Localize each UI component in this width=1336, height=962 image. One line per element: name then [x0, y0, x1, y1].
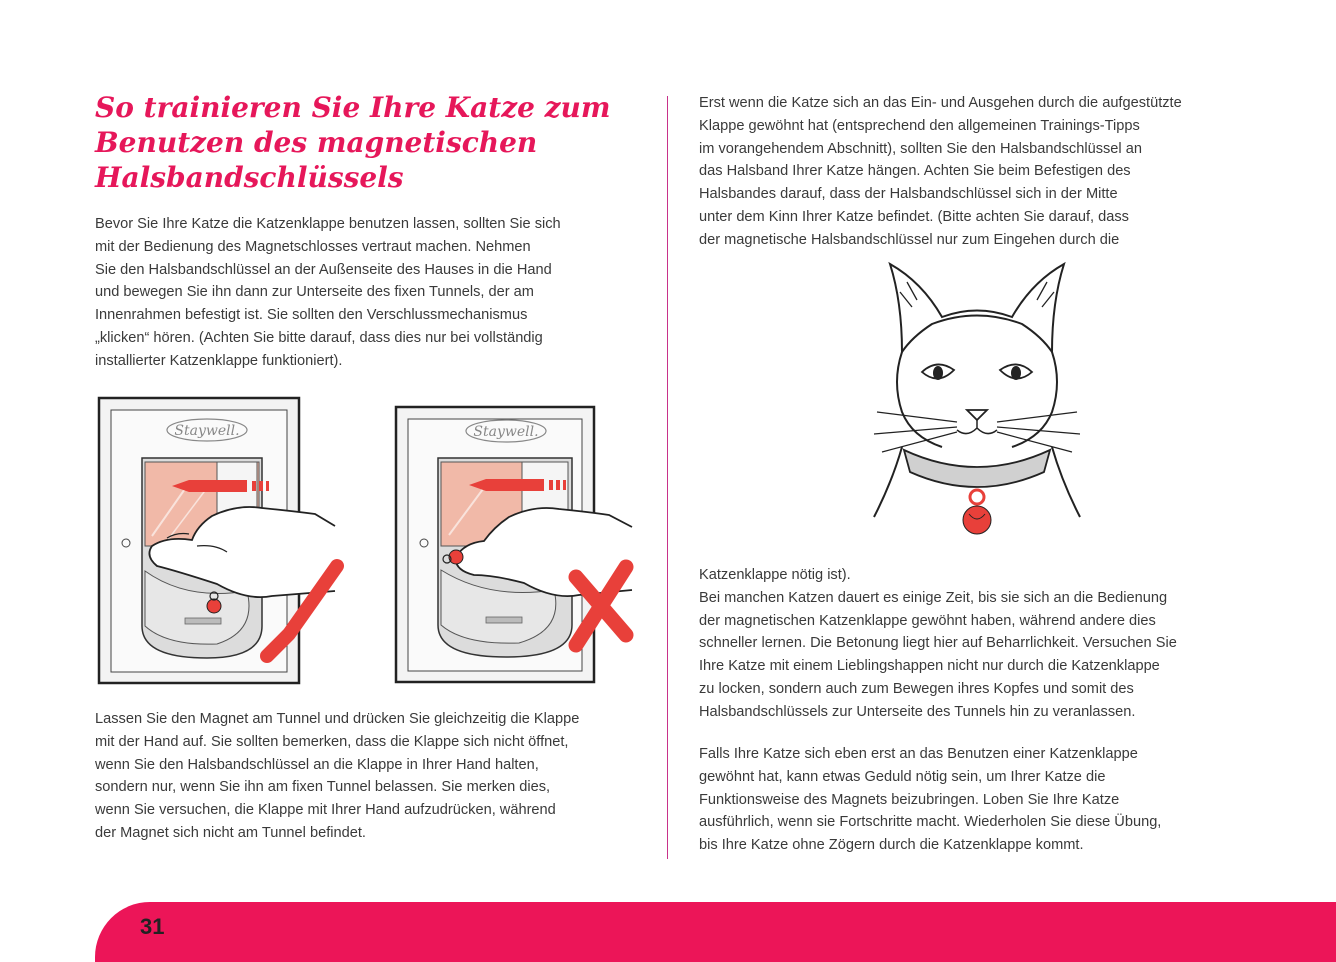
text-line: Innenrahmen befestigt ist. Sie sollten den Verschlussmechanismus [95, 307, 528, 324]
text-line: der magnetischen Katzenklappe gewöhnt haben, während andere dies [699, 612, 1156, 629]
page-number: 31 [140, 914, 165, 939]
text-line: Bei manchen Katzen dauert es einige Zeit, bis sie sich an die Bedienung [699, 589, 1168, 606]
text-line: Halsbandes darauf, dass der Halsbandschlüssel sich in der Mitte [699, 186, 1118, 203]
text-line: Lassen Sie den Magnet am Tunnel und drücken Sie gleichzeitig die Klappe [95, 711, 580, 727]
text-line: sondern nur, wenn Sie ihn am fixen Tunnel belassen. Sie merken dies, [95, 779, 551, 796]
text-line: „klicken“ hören. (Achten Sie bitte darauf, dass dies nur bei vollständig [95, 329, 543, 346]
text-line: Katzenklappe nötig ist). [699, 567, 851, 583]
text-line: wenn Sie den Halsbandschlüssel an die Klappe in Ihrer Hand halten, [95, 756, 539, 773]
cat-flap-wrong-illustration [394, 405, 634, 685]
footer-bar [95, 902, 1336, 962]
svg-text:Staywell.: Staywell. [174, 423, 240, 439]
brand-logo [167, 419, 247, 441]
text-line: Funktionsweise des Magnets beizubringen. Loben Sie Ihre Katze [699, 791, 1120, 808]
text-line: mit der Hand auf. Sie sollten bemerken, dass die Klappe sich nicht öffnet, [95, 733, 569, 750]
text-line: mit der Bedienung des Magnetschlosses vertraut machen. Nehmen [95, 238, 531, 255]
text-line: Halsbandschlüssels zur Unterseite des Tunnels hin zu veranlassen. [699, 703, 1136, 720]
svg-text:Staywell.: Staywell. [473, 424, 539, 440]
text-line: das Halsband Ihrer Katze hängen. Achten Sie beim Befestigen des [699, 163, 1131, 180]
text-line: Erst wenn die Katze sich an das Ein- und Ausgehen durch die aufgestützte [699, 95, 1182, 111]
cat-with-collar-illustration [872, 262, 1082, 547]
brand-logo [466, 420, 546, 442]
cat-left-eye [922, 364, 954, 380]
text-line: ausführlich, wenn sie Fortschritte macht. Wiederholen Sie diese Übung, [699, 814, 1162, 831]
text-line: Falls Ihre Katze sich eben erst an das Benutzen einer Katzenklappe [699, 746, 1138, 762]
title-line: So trainieren Sie Ihre Katze zum [95, 91, 611, 124]
column-divider [667, 96, 668, 859]
intro-paragraph [95, 213, 561, 373]
title-line: Benutzen des magnetischen [95, 126, 538, 159]
magnet-test-paragraph [95, 708, 579, 845]
collar-paragraph [699, 92, 1182, 252]
text-line: Klappe gewöhnt hat (entsprechend den allgemeinen Trainings-Tipps [699, 117, 1140, 134]
text-line: Sie den Halsbandschlüssel an der Außenseite des Hauses in die Hand [95, 261, 552, 278]
text-line: und bewegen Sie ihn dann zur Unterseite des fixen Tunnels, der am [95, 284, 534, 301]
text-line: Bevor Sie Ihre Katze die Katzenklappe benutzen lassen, sollten Sie sich [95, 216, 561, 232]
cat-right-eye [1000, 364, 1032, 380]
text-line: unter dem Kinn Ihrer Katze befindet. (Bitte achten Sie darauf, dass [699, 208, 1129, 225]
text-line: der magnetische Halsbandschlüssel nur zum Eingehen durch die [699, 231, 1120, 248]
page-title [95, 90, 615, 195]
text-line: der Magnet sich nicht am Tunnel befindet. [95, 824, 366, 841]
text-line: wenn Sie versuchen, die Klappe mit Ihrer Hand aufzudrücken, während [95, 802, 556, 819]
praise-paragraph [699, 743, 1161, 857]
text-line: zu locken, sondern auch zum Bewegen ihres Kopfes und somit des [699, 680, 1134, 697]
cat-flap-correct-illustration [97, 396, 337, 686]
text-line: gewöhnt hat, kann etwas Geduld nötig sein, um Ihrer Katze die [699, 768, 1106, 785]
text-line: im vorangehendem Abschnitt), sollten Sie den Halsbandschlüssel an [699, 140, 1142, 157]
text-line: bis Ihre Katze ohne Zögern durch die Katzenklappe kommt. [699, 837, 1084, 854]
patience-paragraph [699, 564, 1177, 724]
text-line: schneller lernen. Die Betonung liegt hier auf Beharrlichkeit. Versuchen Sie [699, 635, 1177, 652]
title-line: Halsbandschlüssels [95, 161, 404, 194]
text-line: installierter Katzenklappe funktioniert). [95, 352, 343, 369]
text-line: Ihre Katze mit einem Lieblingshappen nicht nur durch die Katzenklappe [699, 658, 1160, 675]
magnetic-key-tag [963, 506, 991, 534]
cat-collar [904, 450, 1050, 487]
